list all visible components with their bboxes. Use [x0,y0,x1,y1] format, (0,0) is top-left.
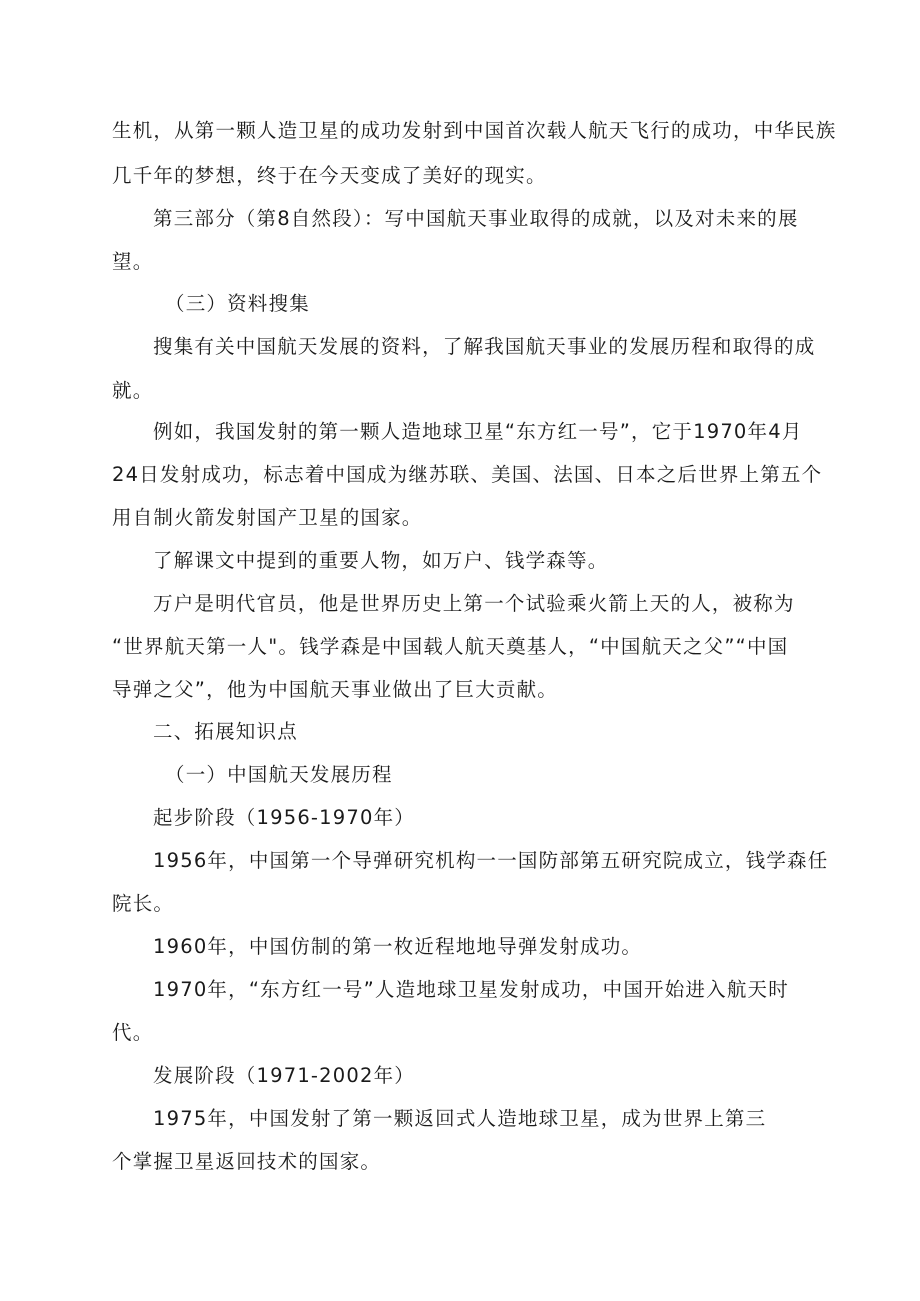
paragraph-line: 搜集有关中国航天发展的资料，了解我国航天事业的发展历程和取得的成 [153,335,816,358]
paragraph-line: 24日发射成功，标志着中国成为继苏联、美国、法国、日本之后世界上第五个 [112,463,823,486]
paragraph-line: 导弹之父”，他为中国航天事业做出了巨大贡献。 [112,678,559,701]
paragraph-line: 个掌握卫星返回技术的国家。 [112,1150,382,1173]
paragraph-line: 院长。 [112,892,175,915]
paragraph-line: 1956年，中国第一个导弹研究机构一一国防部第五研究院成立，钱学森任 [153,849,829,872]
paragraph-line: 例如，我国发射的第一颗人造地球卫星“东方红一号”，它于1970年4月 [153,420,803,443]
section-heading: 二、拓展知识点 [153,720,298,743]
paragraph-line: 就。 [112,379,154,402]
subsection-heading: （一）中国航天发展历程 [165,763,393,786]
paragraph-line: 万户是明代官员，他是世界历史上第一个试验乘火箭上天的人，被称为 [153,592,795,615]
paragraph-line: 1975年，中国发射了第一颗返回式人造地球卫星，成为世界上第三 [153,1107,767,1130]
stage-heading: 发展阶段（1971-2002年） [153,1064,415,1087]
stage-heading: 起步阶段（1956-1970年） [153,806,415,829]
subsection-heading: （三）资料搜集 [165,292,310,315]
paragraph-line: “世界航天第一人"。钱学森是中国载人航天奠基人，“中国航天之父”“中国 [112,635,789,658]
paragraph-line: 几千年的梦想，终于在今天变成了美好的现实。 [112,164,547,187]
paragraph-line: 用自制火箭发射国产卫星的国家。 [112,506,423,529]
paragraph-line: 了解课文中提到的重要人物，如万户、钱学森等。 [153,549,609,572]
paragraph-line: 望。 [112,250,154,273]
paragraph-line: 1970年，“东方红一号”人造地球卫星发射成功，中国开始进入航天时 [153,978,789,1001]
paragraph-line: 第三部分（第8自然段）：写中国航天事业取得的成就，以及对未来的展 [153,207,799,230]
paragraph-line: 代。 [112,1021,154,1044]
paragraph-line: 生机，从第一颗人造卫星的成功发射到中国首次载人航天飞行的成功，中华民族 [112,119,837,142]
paragraph-line: 1960年，中国仿制的第一枚近程地地导弹发射成功。 [153,935,643,958]
